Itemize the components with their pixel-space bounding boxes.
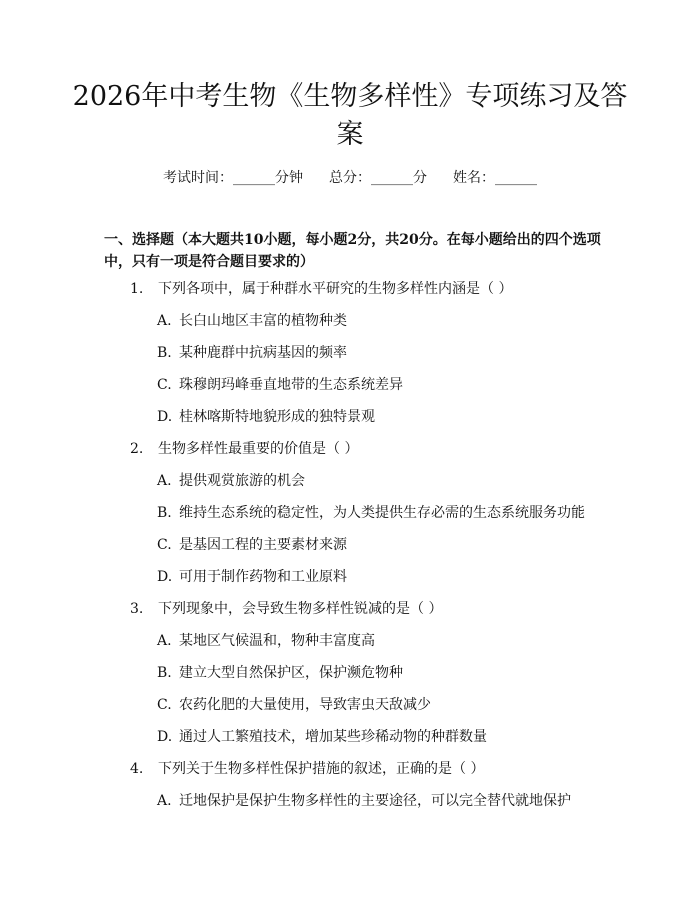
- q1-option-d: [157, 407, 375, 427]
- name-blank: ______: [495, 170, 537, 186]
- question-number: 3.: [130, 601, 144, 617]
- option-letter: C.: [157, 377, 172, 393]
- question-text: 下列关于生物多样性保护措施的叙述，正确的是（ ）: [158, 761, 485, 777]
- option-text: 某地区气候温和，物种丰富度高: [179, 633, 375, 649]
- option-letter: A.: [157, 633, 172, 649]
- section-heading: 一、选择题（本大题共10小题，每小题2分，共20分。在每小题给出的四个选项中，只有一项是符合题目要求的）: [104, 232, 601, 270]
- option-text: 珠穆朗玛峰垂直地带的生态系统差异: [179, 377, 403, 393]
- question-number: 4.: [130, 761, 144, 777]
- option-letter: C.: [157, 697, 172, 713]
- time-unit: 分钟: [275, 170, 303, 186]
- option-letter: B.: [157, 345, 172, 361]
- question-4: [130, 759, 484, 779]
- q3-option-a: [157, 631, 375, 651]
- option-text: 可用于制作药物和工业原料: [179, 569, 347, 585]
- option-letter: A.: [157, 313, 172, 329]
- question-3: [130, 599, 442, 619]
- option-text: 建立大型自然保护区，保护濒危物种: [179, 665, 403, 681]
- document-title: 2026年中考生物《生物多样性》专项练习及答案: [72, 81, 628, 150]
- q1-option-c: [157, 375, 403, 395]
- q1-option-b: [157, 343, 347, 363]
- q1-option-a: [157, 311, 347, 331]
- option-text: 提供观赏旅游的机会: [179, 473, 305, 489]
- time-blank: ______: [233, 170, 275, 186]
- question-1: [130, 279, 512, 299]
- score-blank: ______: [371, 170, 413, 186]
- option-text: 迁地保护是保护生物多样性的主要途径，可以完全替代就地保护: [179, 793, 571, 809]
- question-number: 2.: [130, 441, 144, 457]
- option-letter: D.: [157, 729, 173, 745]
- exam-info-line: [0, 168, 700, 188]
- q2-option-d: [157, 567, 347, 587]
- option-letter: D.: [157, 409, 173, 425]
- option-text: 维持生态系统的稳定性，为人类提供生存必需的生态系统服务功能: [179, 505, 585, 521]
- option-letter: A.: [157, 473, 172, 489]
- q2-option-a: [157, 471, 305, 491]
- time-label: 考试时间：: [163, 170, 233, 186]
- question-text: 下列现象中，会导致生物多样性锐减的是（ ）: [158, 601, 443, 617]
- option-text: 长白山地区丰富的植物种类: [179, 313, 347, 329]
- question-text: 生物多样性最重要的价值是（ ）: [158, 441, 359, 457]
- option-text: 农药化肥的大量使用，导致害虫天敌减少: [179, 697, 431, 713]
- option-text: 是基因工程的主要素材来源: [179, 537, 347, 553]
- score-unit: 分: [413, 170, 427, 186]
- option-letter: C.: [157, 537, 172, 553]
- score-label: 总分：: [329, 170, 371, 186]
- q3-option-b: [157, 663, 403, 683]
- option-text: 某种鹿群中抗病基因的频率: [179, 345, 347, 361]
- option-text: 通过人工繁殖技术，增加某些珍稀动物的种群数量: [179, 729, 487, 745]
- option-letter: B.: [157, 505, 172, 521]
- q3-option-d: [157, 727, 487, 747]
- option-letter: A.: [157, 793, 172, 809]
- option-letter: D.: [157, 569, 173, 585]
- option-text: 桂林喀斯特地貌形成的独特景观: [179, 409, 375, 425]
- name-label: 姓名：: [453, 170, 495, 186]
- q3-option-c: [157, 695, 431, 715]
- q2-option-c: [157, 535, 347, 555]
- question-number: 1.: [130, 281, 144, 297]
- q2-option-b: [157, 503, 585, 523]
- question-2: [130, 439, 358, 459]
- question-text: 下列各项中，属于种群水平研究的生物多样性内涵是（ ）: [158, 281, 513, 297]
- option-letter: B.: [157, 665, 172, 681]
- q4-option-a: [157, 791, 571, 811]
